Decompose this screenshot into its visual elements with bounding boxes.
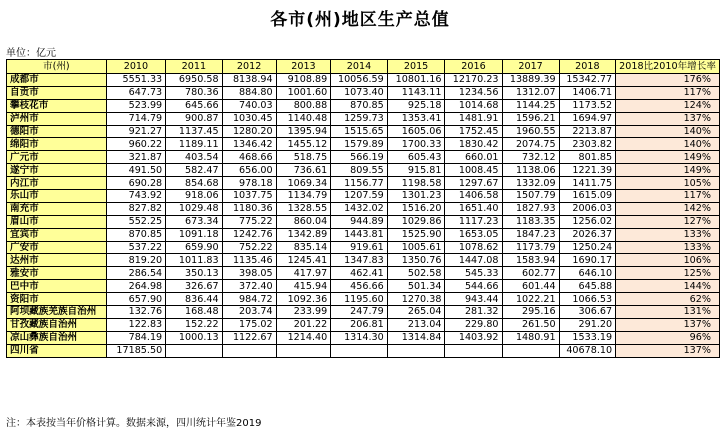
city-name-cell: 遂宁市 (7, 164, 107, 177)
gdp-value-cell: 291.20 (559, 318, 615, 331)
table-row (7, 202, 720, 215)
gdp-value-cell: 1406.71 (559, 86, 615, 99)
city-name-cell: 德阳市 (7, 125, 107, 138)
gdp-value-cell: 657.90 (106, 293, 165, 306)
gdp-value-cell: 1014.68 (445, 99, 502, 112)
growth-rate-cell: 149% (616, 151, 720, 164)
city-name-cell: 资阳市 (7, 293, 107, 306)
gdp-value-cell (222, 344, 276, 357)
gdp-value-cell (387, 344, 445, 357)
gdp-value-cell: 740.03 (222, 99, 276, 112)
gdp-value-cell: 552.25 (106, 215, 165, 228)
gdp-value-cell: 265.04 (387, 306, 445, 319)
table-row (7, 112, 720, 125)
column-header-year: 2011 (166, 60, 222, 74)
growth-rate-cell: 137% (616, 112, 720, 125)
gdp-value-cell: 261.50 (502, 318, 559, 331)
gdp-value-cell: 1350.76 (387, 254, 445, 267)
gdp-value-cell: 1455.12 (276, 138, 331, 151)
gdp-value-cell: 659.90 (166, 241, 222, 254)
column-header-year: 2013 (276, 60, 331, 74)
growth-rate-cell: 131% (616, 306, 720, 319)
growth-rate-cell: 117% (616, 190, 720, 203)
growth-rate-cell: 140% (616, 125, 720, 138)
gdp-value-cell: 819.20 (106, 254, 165, 267)
gdp-value-cell: 660.01 (445, 151, 502, 164)
gdp-value-cell: 1507.79 (502, 190, 559, 203)
gdp-value-cell: 1700.33 (387, 138, 445, 151)
gdp-value-cell: 1143.11 (387, 86, 445, 99)
city-name-cell: 泸州市 (7, 112, 107, 125)
gdp-value-cell: 602.77 (502, 267, 559, 280)
growth-rate-cell: 140% (616, 138, 720, 151)
gdp-value-cell: 1066.53 (559, 293, 615, 306)
gdp-value-cell: 1259.73 (331, 112, 387, 125)
growth-rate-cell: 96% (616, 331, 720, 344)
gdp-value-cell: 17185.50 (106, 344, 165, 357)
gdp-value-cell: 915.81 (387, 164, 445, 177)
gdp-value-cell: 1332.09 (502, 177, 559, 190)
gdp-value-cell: 1346.42 (222, 138, 276, 151)
gdp-value-cell: 15342.77 (559, 74, 615, 87)
gdp-value-cell: 1752.45 (445, 125, 502, 138)
gdp-value-cell: 925.18 (387, 99, 445, 112)
gdp-value-cell: 827.82 (106, 202, 165, 215)
growth-rate-cell: 62% (616, 293, 720, 306)
column-header-year: 2010 (106, 60, 165, 74)
growth-rate-cell: 105% (616, 177, 720, 190)
gdp-value-cell: 372.40 (222, 280, 276, 293)
gdp-value-cell: 295.16 (502, 306, 559, 319)
gdp-value-cell: 582.47 (166, 164, 222, 177)
gdp-value-cell: 326.67 (166, 280, 222, 293)
gdp-value-cell: 1694.97 (559, 112, 615, 125)
city-name-cell: 眉山市 (7, 215, 107, 228)
gdp-value-cell: 1245.41 (276, 254, 331, 267)
column-header-year: 2012 (222, 60, 276, 74)
gdp-value-cell: 1001.60 (276, 86, 331, 99)
gdp-value-cell: 1008.45 (445, 164, 502, 177)
gdp-value-cell: 900.87 (166, 112, 222, 125)
gdp-table (6, 59, 720, 358)
city-name-cell: 南充市 (7, 202, 107, 215)
gdp-value-cell: 1250.24 (559, 241, 615, 254)
gdp-value-cell: 2303.82 (559, 138, 615, 151)
gdp-value-cell (445, 344, 502, 357)
gdp-value-cell: 10801.16 (387, 74, 445, 87)
gdp-value-cell: 1183.35 (502, 215, 559, 228)
gdp-value-cell: 229.80 (445, 318, 502, 331)
growth-rate-cell: 106% (616, 254, 720, 267)
gdp-value-cell: 203.74 (222, 306, 276, 319)
gdp-value-cell: 943.44 (445, 293, 502, 306)
gdp-value-cell: 1029.86 (387, 215, 445, 228)
city-name-cell: 广元市 (7, 151, 107, 164)
city-name-cell: 绵阳市 (7, 138, 107, 151)
gdp-value-cell: 502.58 (387, 267, 445, 280)
gdp-value-cell: 1221.39 (559, 164, 615, 177)
gdp-value-cell: 714.79 (106, 112, 165, 125)
gdp-value-cell: 1135.46 (222, 254, 276, 267)
gdp-value-cell: 1515.65 (331, 125, 387, 138)
gdp-value-cell: 1144.25 (502, 99, 559, 112)
gdp-value-cell: 403.54 (166, 151, 222, 164)
table-row (7, 267, 720, 280)
gdp-value-cell: 1353.41 (387, 112, 445, 125)
column-header-city: 市(州) (7, 60, 107, 74)
gdp-value-cell: 919.61 (331, 241, 387, 254)
gdp-value-cell: 870.85 (331, 99, 387, 112)
table-row (7, 138, 720, 151)
gdp-value-cell: 743.92 (106, 190, 165, 203)
gdp-value-cell: 800.88 (276, 99, 331, 112)
gdp-value-cell: 456.66 (331, 280, 387, 293)
city-name-cell: 阿坝藏族羌族自治州 (7, 306, 107, 319)
growth-rate-cell: 124% (616, 99, 720, 112)
gdp-value-cell: 690.28 (106, 177, 165, 190)
gdp-value-cell: 175.02 (222, 318, 276, 331)
gdp-value-cell: 1447.08 (445, 254, 502, 267)
gdp-value-cell: 122.83 (106, 318, 165, 331)
gdp-value-cell: 206.81 (331, 318, 387, 331)
city-name-cell: 甘孜藏族自治州 (7, 318, 107, 331)
city-name-cell: 宜宾市 (7, 228, 107, 241)
gdp-value-cell: 1651.40 (445, 202, 502, 215)
gdp-value-cell: 809.55 (331, 164, 387, 177)
table-row (7, 344, 720, 357)
gdp-value-cell: 1615.09 (559, 190, 615, 203)
gdp-value-cell: 1960.55 (502, 125, 559, 138)
gdp-value-cell: 1280.20 (222, 125, 276, 138)
gdp-value-cell: 784.19 (106, 331, 165, 344)
unit-label: 单位：亿元 (6, 48, 56, 59)
gdp-value-cell: 5551.33 (106, 74, 165, 87)
gdp-value-cell: 417.97 (276, 267, 331, 280)
gdp-value-cell: 605.43 (387, 151, 445, 164)
gdp-value-cell (331, 344, 387, 357)
gdp-value-cell: 1533.19 (559, 331, 615, 344)
gdp-value-cell: 1029.48 (166, 202, 222, 215)
city-name-cell: 雅安市 (7, 267, 107, 280)
gdp-value-cell: 1301.23 (387, 190, 445, 203)
gdp-value-cell: 152.22 (166, 318, 222, 331)
gdp-value-cell: 6950.58 (166, 74, 222, 87)
gdp-value-cell: 960.22 (106, 138, 165, 151)
gdp-value-cell: 1037.75 (222, 190, 276, 203)
city-name-cell: 四川省 (7, 344, 107, 357)
gdp-value-cell: 1406.58 (445, 190, 502, 203)
gdp-value-cell: 835.14 (276, 241, 331, 254)
table-row (7, 86, 720, 99)
gdp-value-cell: 1328.55 (276, 202, 331, 215)
column-header-year: 2014 (331, 60, 387, 74)
gdp-value-cell: 1314.30 (331, 331, 387, 344)
gdp-value-cell: 2006.03 (559, 202, 615, 215)
growth-rate-cell: 125% (616, 267, 720, 280)
gdp-value-cell: 1173.52 (559, 99, 615, 112)
table-row (7, 125, 720, 138)
gdp-value-cell: 1347.83 (331, 254, 387, 267)
gdp-value-cell: 1596.21 (502, 112, 559, 125)
gdp-value-cell: 944.89 (331, 215, 387, 228)
growth-rate-cell: 142% (616, 202, 720, 215)
gdp-value-cell: 775.22 (222, 215, 276, 228)
gdp-value-cell: 1000.13 (166, 331, 222, 344)
gdp-value-cell: 12170.23 (445, 74, 502, 87)
table-row (7, 151, 720, 164)
table-row (7, 241, 720, 254)
growth-rate-cell: 133% (616, 228, 720, 241)
gdp-value-cell: 1690.17 (559, 254, 615, 267)
table-row (7, 306, 720, 319)
gdp-value-cell: 321.87 (106, 151, 165, 164)
gdp-value-cell: 836.44 (166, 293, 222, 306)
gdp-value-cell: 752.22 (222, 241, 276, 254)
gdp-value-cell: 860.04 (276, 215, 331, 228)
gdp-value-cell: 1137.45 (166, 125, 222, 138)
gdp-value-cell: 1583.94 (502, 254, 559, 267)
table-header (7, 60, 720, 74)
gdp-value-cell: 978.18 (222, 177, 276, 190)
gdp-value-cell: 918.06 (166, 190, 222, 203)
growth-rate-cell: 137% (616, 344, 720, 357)
gdp-value-cell: 1022.21 (502, 293, 559, 306)
gdp-value-cell: 2074.75 (502, 138, 559, 151)
city-name-cell: 巴中市 (7, 280, 107, 293)
gdp-value-cell: 398.05 (222, 267, 276, 280)
gdp-value-cell: 801.85 (559, 151, 615, 164)
gdp-value-cell: 8138.94 (222, 74, 276, 87)
gdp-value-cell: 281.32 (445, 306, 502, 319)
column-header-growth-rate: 2018比2010年增长率 (616, 60, 720, 74)
gdp-value-cell: 201.22 (276, 318, 331, 331)
gdp-value-cell: 1481.91 (445, 112, 502, 125)
gdp-value-cell: 10056.59 (331, 74, 387, 87)
gdp-value-cell: 780.36 (166, 86, 222, 99)
gdp-value-cell: 1443.81 (331, 228, 387, 241)
gdp-value-cell: 884.80 (222, 86, 276, 99)
gdp-value-cell: 1138.06 (502, 164, 559, 177)
gdp-value-cell: 501.34 (387, 280, 445, 293)
gdp-value-cell: 1256.02 (559, 215, 615, 228)
gdp-value-cell: 415.94 (276, 280, 331, 293)
gdp-value-cell: 1134.79 (276, 190, 331, 203)
gdp-value-cell: 523.99 (106, 99, 165, 112)
gdp-value-cell: 1270.38 (387, 293, 445, 306)
column-header-year: 2018 (559, 60, 615, 74)
gdp-value-cell: 854.68 (166, 177, 222, 190)
column-header-year: 2015 (387, 60, 445, 74)
table-row (7, 254, 720, 267)
table-row (7, 164, 720, 177)
gdp-value-cell: 132.76 (106, 306, 165, 319)
gdp-value-cell: 1516.20 (387, 202, 445, 215)
gdp-value-cell: 233.99 (276, 306, 331, 319)
growth-rate-cell: 149% (616, 164, 720, 177)
gdp-value-cell: 213.04 (387, 318, 445, 331)
gdp-value-cell: 544.66 (445, 280, 502, 293)
gdp-value-cell: 247.79 (331, 306, 387, 319)
city-name-cell: 成都市 (7, 74, 107, 87)
gdp-value-cell: 537.22 (106, 241, 165, 254)
gdp-value-cell: 286.54 (106, 267, 165, 280)
gdp-value-cell: 1011.83 (166, 254, 222, 267)
column-header-year: 2016 (445, 60, 502, 74)
gdp-value-cell: 656.00 (222, 164, 276, 177)
gdp-value-cell: 1297.67 (445, 177, 502, 190)
gdp-value-cell: 984.72 (222, 293, 276, 306)
table-row (7, 215, 720, 228)
gdp-value-cell: 921.27 (106, 125, 165, 138)
gdp-value-cell: 1092.36 (276, 293, 331, 306)
gdp-value-cell: 870.85 (106, 228, 165, 241)
gdp-value-cell: 1195.60 (331, 293, 387, 306)
gdp-value-cell: 1198.58 (387, 177, 445, 190)
gdp-value-cell: 9108.89 (276, 74, 331, 87)
gdp-value-cell: 1173.79 (502, 241, 559, 254)
growth-rate-cell: 144% (616, 280, 720, 293)
gdp-value-cell: 1314.84 (387, 331, 445, 344)
gdp-value-cell: 2213.87 (559, 125, 615, 138)
gdp-value-cell: 545.33 (445, 267, 502, 280)
gdp-value-cell: 1242.76 (222, 228, 276, 241)
city-name-cell: 内江市 (7, 177, 107, 190)
gdp-value-cell: 1432.02 (331, 202, 387, 215)
gdp-value-cell: 306.67 (559, 306, 615, 319)
gdp-value-cell (166, 344, 222, 357)
city-name-cell: 攀枝花市 (7, 99, 107, 112)
table-row (7, 280, 720, 293)
growth-rate-cell: 127% (616, 215, 720, 228)
column-header-year: 2017 (502, 60, 559, 74)
gdp-value-cell: 1403.92 (445, 331, 502, 344)
header-row (7, 60, 720, 74)
gdp-value-cell: 1189.11 (166, 138, 222, 151)
table-row (7, 99, 720, 112)
gdp-value-cell: 1605.06 (387, 125, 445, 138)
table-row (7, 74, 720, 87)
growth-rate-cell: 117% (616, 86, 720, 99)
growth-rate-cell: 137% (616, 318, 720, 331)
gdp-value-cell: 732.12 (502, 151, 559, 164)
gdp-value-cell: 1342.89 (276, 228, 331, 241)
gdp-value-cell: 468.66 (222, 151, 276, 164)
table-row (7, 228, 720, 241)
gdp-value-cell: 601.44 (502, 280, 559, 293)
gdp-value-cell: 1579.89 (331, 138, 387, 151)
gdp-value-cell: 350.13 (166, 267, 222, 280)
gdp-value-cell: 1525.90 (387, 228, 445, 241)
gdp-value-cell: 462.41 (331, 267, 387, 280)
table-body (7, 74, 720, 358)
gdp-value-cell: 1234.56 (445, 86, 502, 99)
city-name-cell: 乐山市 (7, 190, 107, 203)
city-name-cell: 广安市 (7, 241, 107, 254)
gdp-value-cell: 1480.91 (502, 331, 559, 344)
gdp-value-cell: 1830.42 (445, 138, 502, 151)
table-row (7, 177, 720, 190)
gdp-value-cell: 518.75 (276, 151, 331, 164)
page-title: 各市(州)地区生产总值 (270, 10, 450, 30)
gdp-value-cell: 2026.37 (559, 228, 615, 241)
gdp-value-cell (276, 344, 331, 357)
gdp-value-cell: 673.34 (166, 215, 222, 228)
gdp-value-cell: 1395.94 (276, 125, 331, 138)
gdp-value-cell: 566.19 (331, 151, 387, 164)
gdp-value-cell: 1312.07 (502, 86, 559, 99)
gdp-value-cell: 1653.05 (445, 228, 502, 241)
gdp-value-cell: 1122.67 (222, 331, 276, 344)
city-name-cell: 凉山彝族自治州 (7, 331, 107, 344)
gdp-value-cell: 264.98 (106, 280, 165, 293)
gdp-value-cell: 168.48 (166, 306, 222, 319)
gdp-value-cell: 1005.61 (387, 241, 445, 254)
gdp-value-cell: 645.88 (559, 280, 615, 293)
gdp-value-cell: 1117.23 (445, 215, 502, 228)
gdp-value-cell: 1207.59 (331, 190, 387, 203)
table-row (7, 190, 720, 203)
gdp-value-cell: 647.73 (106, 86, 165, 99)
gdp-value-cell: 1180.36 (222, 202, 276, 215)
gdp-value-cell: 1069.34 (276, 177, 331, 190)
gdp-value-cell: 646.10 (559, 267, 615, 280)
city-name-cell: 自贡市 (7, 86, 107, 99)
growth-rate-cell: 176% (616, 74, 720, 87)
gdp-value-cell (502, 344, 559, 357)
gdp-value-cell: 736.61 (276, 164, 331, 177)
gdp-value-cell: 13889.39 (502, 74, 559, 87)
gdp-value-cell: 1411.75 (559, 177, 615, 190)
gdp-value-cell: 40678.10 (559, 344, 615, 357)
gdp-value-cell: 1078.62 (445, 241, 502, 254)
growth-rate-cell: 133% (616, 241, 720, 254)
footnote: 注：本表按当年价格计算。数据来源，四川统计年鉴2019 (6, 418, 262, 429)
gdp-value-cell: 1073.40 (331, 86, 387, 99)
gdp-value-cell: 1091.18 (166, 228, 222, 241)
table-row (7, 331, 720, 344)
gdp-value-cell: 1214.40 (276, 331, 331, 344)
gdp-value-cell: 1140.48 (276, 112, 331, 125)
gdp-value-cell: 1030.45 (222, 112, 276, 125)
gdp-value-cell: 1156.77 (331, 177, 387, 190)
gdp-value-cell: 1827.93 (502, 202, 559, 215)
table-row (7, 293, 720, 306)
gdp-value-cell: 491.50 (106, 164, 165, 177)
city-name-cell: 达州市 (7, 254, 107, 267)
gdp-value-cell: 1847.23 (502, 228, 559, 241)
gdp-value-cell: 645.66 (166, 99, 222, 112)
table-row (7, 318, 720, 331)
